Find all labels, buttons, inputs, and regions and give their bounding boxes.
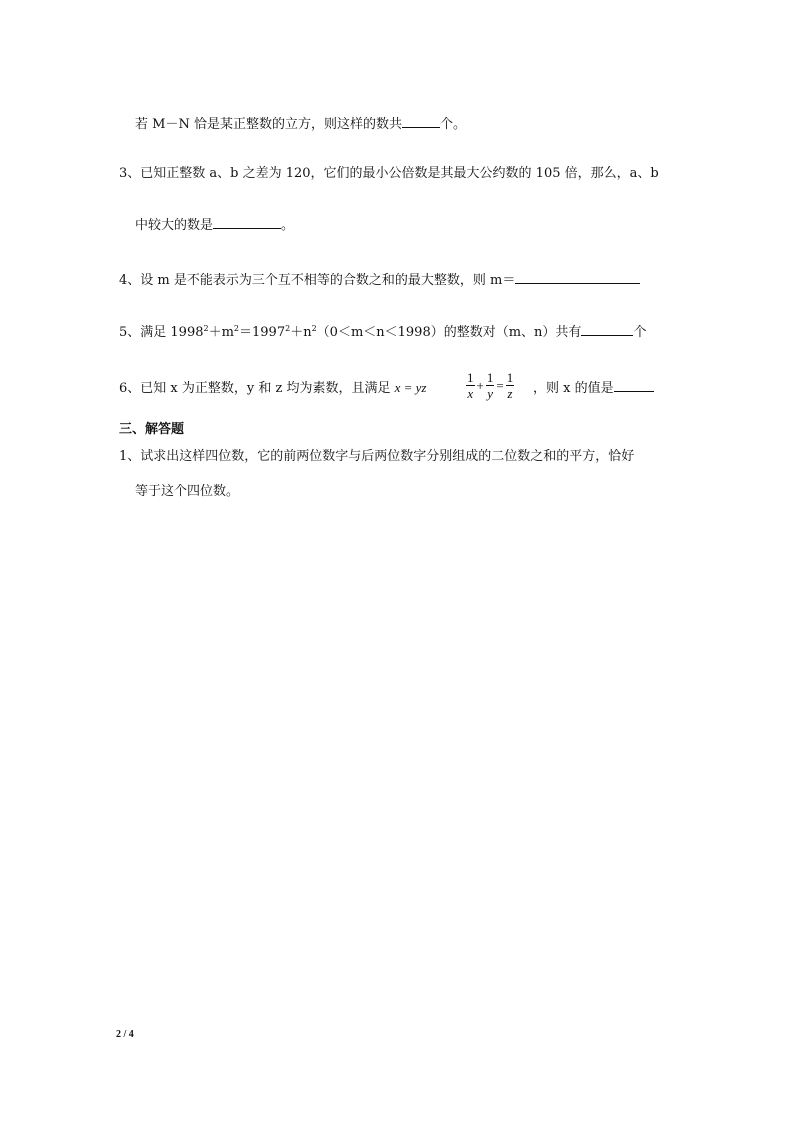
answer-question-1: 1、试求出这样四位数，它的前两位数字与后两位数字分别组成的二位数之和的平方，恰好 <box>119 449 635 464</box>
fraction-denominator: x <box>467 386 474 401</box>
fraction-numerator: 1 <box>467 370 474 385</box>
q5-exponent-4: 2 <box>311 324 317 333</box>
q5-text-3: ＝1997 <box>239 325 286 340</box>
q5-answer-blank[interactable] <box>581 324 633 336</box>
fraction-1-over-y <box>486 370 495 401</box>
plus-sign: + <box>476 377 484 393</box>
q3-answer-blank[interactable] <box>213 217 281 229</box>
fraction-1-over-z <box>506 370 515 401</box>
q4-text: 4、设 m 是不能表示为三个互不相等的合数之和的最大整数，则 m＝ <box>119 273 516 288</box>
q6-equation: x = yz <box>394 380 427 395</box>
q2-text: 若 M－N 恰是某正整数的立方，则这样的数共 <box>135 117 402 132</box>
question-4 <box>119 272 640 289</box>
q5-exponent-1: 2 <box>203 324 209 333</box>
reciprocal-equation <box>465 370 515 401</box>
q6-answer-blank[interactable] <box>614 380 654 392</box>
fraction-1-over-x <box>466 370 475 401</box>
answer-question-1-continuation: 等于这个四位数。 <box>135 484 240 499</box>
question-5 <box>119 324 646 341</box>
question-6 <box>119 380 426 397</box>
q6-text-end: ，则 x 的值是 <box>533 381 614 396</box>
q5-text-1: 5、满足 1998 <box>119 325 204 340</box>
fraction-numerator: 1 <box>506 370 514 385</box>
q5-text-5: （0＜m＜n＜1998）的整数对（m、n）共有 <box>316 325 582 340</box>
question-6-tail <box>533 380 654 397</box>
q3-text-end: 。 <box>281 218 295 233</box>
q3-text: 中较大的数是 <box>135 218 214 233</box>
question-3-continuation <box>135 217 294 234</box>
fraction-denominator: y <box>487 386 493 401</box>
q4-answer-blank[interactable] <box>515 272 640 284</box>
q2-answer-blank[interactable] <box>402 116 440 128</box>
q6-text: 6、已知 x 为正整数，y 和 z 均为素数，且满足 <box>119 381 391 396</box>
equals-sign: = <box>496 377 504 393</box>
section-heading-answers: 三、解答题 <box>119 422 185 437</box>
fraction-denominator: z <box>507 386 513 401</box>
q5-text-4: ＋n <box>290 325 312 340</box>
q5-exponent-3: 2 <box>285 324 291 333</box>
question-2-continuation <box>135 116 466 133</box>
q5-text-2: ＋m <box>208 325 234 340</box>
page-number: 2 / 4 <box>116 1029 134 1040</box>
q5-exponent-2: 2 <box>233 324 240 333</box>
q5-text-end: 个 <box>633 325 647 340</box>
question-3: 3、已知正整数 a、b 之差为 120，它们的最小公倍数是其最大公约数的 105 倍，那么，a、b <box>119 166 659 181</box>
fraction-numerator: 1 <box>486 370 494 385</box>
q2-text-end: 个。 <box>439 117 466 132</box>
